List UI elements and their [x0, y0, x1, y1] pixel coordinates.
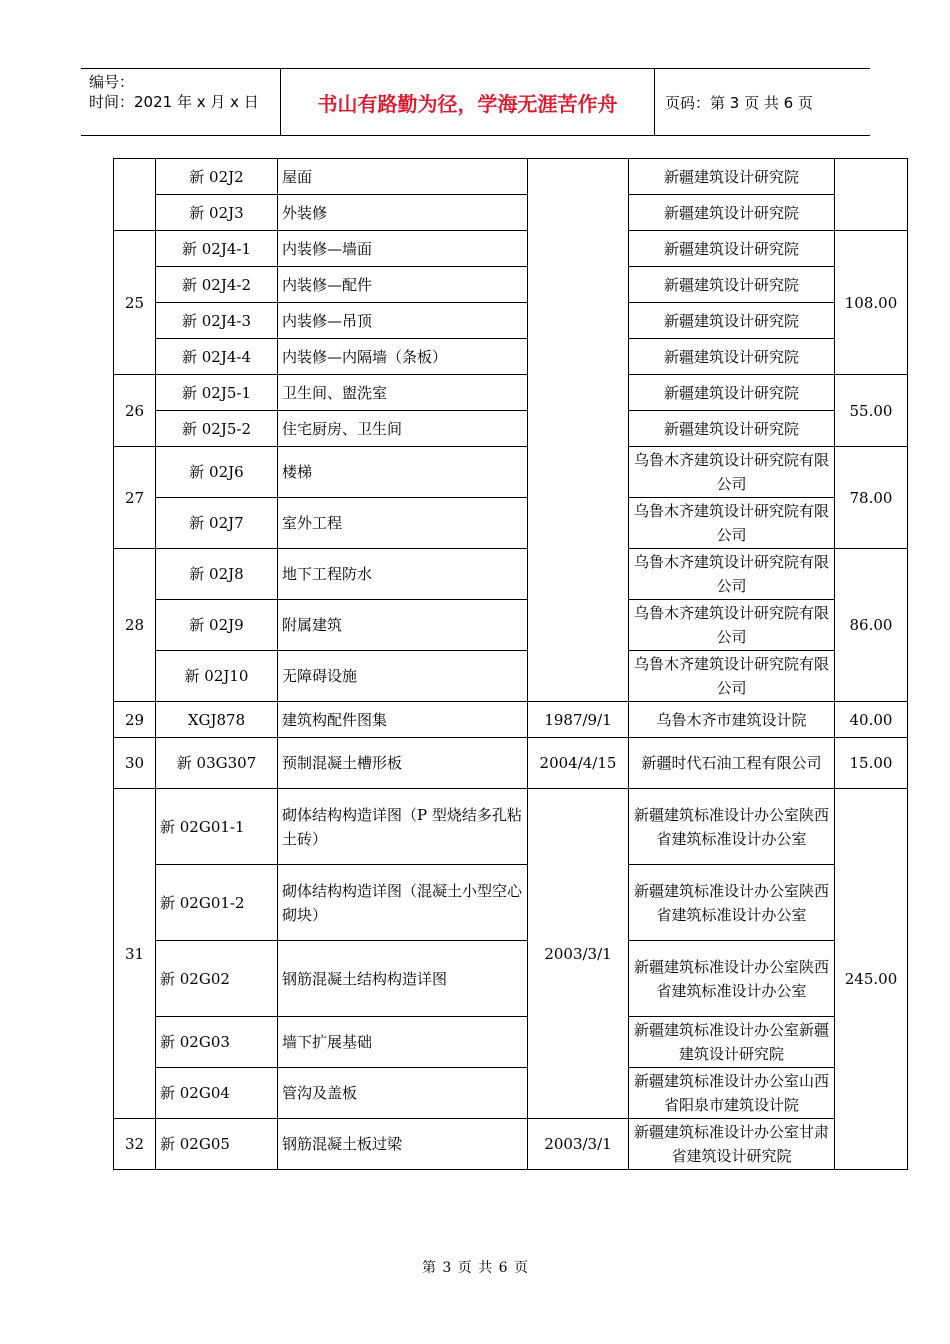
- row-number: [114, 159, 156, 231]
- time-label: 时间：2021 年 x 月 x 日: [89, 93, 259, 111]
- standard-code: 新 02J6: [156, 447, 278, 498]
- footer-page-number: 3: [442, 1260, 452, 1276]
- standard-code: 新 02J4-2: [156, 267, 278, 303]
- publish-date: 1987/9/1: [528, 702, 629, 738]
- compiling-unit: 新疆建筑设计研究院: [629, 231, 835, 267]
- standard-code: 新 02G01-1: [156, 789, 278, 865]
- compiling-unit: 乌鲁木齐建筑设计研究院有限公司: [629, 651, 835, 702]
- standard-name: 附属建筑: [278, 600, 528, 651]
- standard-code: 新 02G04: [156, 1068, 278, 1119]
- standard-code: 新 02J8: [156, 549, 278, 600]
- row-number: 29: [114, 702, 156, 738]
- standard-name: 内装修—内隔墙（条板）: [278, 339, 528, 375]
- compiling-unit: 新疆建筑标准设计办公室陕西省建筑标准设计办公室: [629, 789, 835, 865]
- price: 245.00: [835, 789, 908, 1170]
- header-meta: [81, 69, 281, 135]
- compiling-unit: 新疆建筑标准设计办公室新疆建筑设计研究院: [629, 1017, 835, 1068]
- footer-total-pages: 6: [498, 1260, 508, 1276]
- standard-code: 新 02J3: [156, 195, 278, 231]
- standard-code: 新 02J5-1: [156, 375, 278, 411]
- table-row: [114, 411, 908, 447]
- page-footer: [0, 1257, 950, 1277]
- table-row: [114, 738, 908, 789]
- standard-name: 住宅厨房、卫生间: [278, 411, 528, 447]
- table-row: [114, 1119, 908, 1170]
- table-row: [114, 159, 908, 195]
- standard-name: 砌体结构构造详图（混凝土小型空心砌块）: [278, 865, 528, 941]
- compiling-unit: 新疆建筑标准设计办公室山西省阳泉市建筑设计院: [629, 1068, 835, 1119]
- price: 40.00: [835, 702, 908, 738]
- table-row: [114, 789, 908, 865]
- table-row: [114, 339, 908, 375]
- compiling-unit: 新疆建筑设计研究院: [629, 339, 835, 375]
- publish-date: 2004/4/15: [528, 738, 629, 789]
- table-row: [114, 195, 908, 231]
- table-row: [114, 375, 908, 411]
- price: 55.00: [835, 375, 908, 447]
- standard-name: 砌体结构构造详图（P 型烧结多孔粘土砖）: [278, 789, 528, 865]
- standard-name: 无障碍设施: [278, 651, 528, 702]
- table-row: [114, 865, 908, 941]
- standard-name: 屋面: [278, 159, 528, 195]
- table-row: [114, 1017, 908, 1068]
- standard-name: 内装修—配件: [278, 267, 528, 303]
- compiling-unit: 乌鲁木齐建筑设计研究院有限公司: [629, 447, 835, 498]
- compiling-unit: 乌鲁木齐建筑设计研究院有限公司: [629, 549, 835, 600]
- footer-mid1: 页: [457, 1260, 472, 1276]
- price: 86.00: [835, 549, 908, 702]
- standard-code: 新 02J7: [156, 498, 278, 549]
- table-row: [114, 447, 908, 498]
- price: 108.00: [835, 231, 908, 375]
- table-row: [114, 267, 908, 303]
- table-row: [114, 1068, 908, 1119]
- table-row: [114, 303, 908, 339]
- standard-code: 新 02J2: [156, 159, 278, 195]
- standard-name: 楼梯: [278, 447, 528, 498]
- header-page-label: 页码：第 3 页 共 6 页: [665, 93, 813, 112]
- price: 78.00: [835, 447, 908, 549]
- publish-date: 2003/3/1: [528, 1119, 629, 1170]
- standard-code: 新 02G05: [156, 1119, 278, 1170]
- row-number: 32: [114, 1119, 156, 1170]
- standard-code: 新 02J5-2: [156, 411, 278, 447]
- compiling-unit: 新疆建筑设计研究院: [629, 375, 835, 411]
- row-number: 30: [114, 738, 156, 789]
- compiling-unit: 新疆建筑设计研究院: [629, 159, 835, 195]
- header-motto: 书山有路勤为径，学海无涯苦作舟: [281, 69, 655, 135]
- publish-date: [528, 159, 629, 702]
- standards-table: [113, 158, 908, 1170]
- price: [835, 159, 908, 231]
- compiling-unit: 新疆建筑设计研究院: [629, 303, 835, 339]
- table-row: [114, 498, 908, 549]
- number-label: 编号：: [89, 73, 135, 91]
- standard-code: 新 02J9: [156, 600, 278, 651]
- row-number: 25: [114, 231, 156, 375]
- standard-code: XGJ878: [156, 702, 278, 738]
- standard-code: 新 02J4-3: [156, 303, 278, 339]
- standard-name: 内装修—吊顶: [278, 303, 528, 339]
- row-number: 27: [114, 447, 156, 549]
- table-row: [114, 231, 908, 267]
- standard-code: 新 02G03: [156, 1017, 278, 1068]
- compiling-unit: 新疆建筑设计研究院: [629, 411, 835, 447]
- page-header: [81, 68, 870, 136]
- footer-pre: 第: [421, 1260, 436, 1276]
- compiling-unit: 新疆建筑标准设计办公室陕西省建筑标准设计办公室: [629, 941, 835, 1017]
- table-row: [114, 651, 908, 702]
- table-row: [114, 549, 908, 600]
- standard-name: 钢筋混凝土板过梁: [278, 1119, 528, 1170]
- compiling-unit: 新疆建筑标准设计办公室甘肃省建筑设计研究院: [629, 1119, 835, 1170]
- standard-name: 内装修—墙面: [278, 231, 528, 267]
- standard-code: 新 02G01-2: [156, 865, 278, 941]
- compiling-unit: 新疆建筑设计研究院: [629, 195, 835, 231]
- publish-date: 2003/3/1: [528, 789, 629, 1119]
- compiling-unit: 新疆建筑标准设计办公室陕西省建筑标准设计办公室: [629, 865, 835, 941]
- compiling-unit: 乌鲁木齐市建筑设计院: [629, 702, 835, 738]
- standard-name: 墙下扩展基础: [278, 1017, 528, 1068]
- standard-code: 新 03G307: [156, 738, 278, 789]
- standard-name: 卫生间、盥洗室: [278, 375, 528, 411]
- standard-name: 外装修: [278, 195, 528, 231]
- footer-post: 页: [514, 1260, 529, 1276]
- compiling-unit: 新疆建筑设计研究院: [629, 267, 835, 303]
- standard-name: 预制混凝土槽形板: [278, 738, 528, 789]
- standard-name: 建筑构配件图集: [278, 702, 528, 738]
- row-number: 26: [114, 375, 156, 447]
- standard-code: 新 02G02: [156, 941, 278, 1017]
- standard-name: 室外工程: [278, 498, 528, 549]
- standard-name: 管沟及盖板: [278, 1068, 528, 1119]
- table-row: [114, 702, 908, 738]
- standard-name: 地下工程防水: [278, 549, 528, 600]
- table-row: [114, 941, 908, 1017]
- standard-code: 新 02J4-1: [156, 231, 278, 267]
- table-row: [114, 600, 908, 651]
- standard-code: 新 02J10: [156, 651, 278, 702]
- row-number: 28: [114, 549, 156, 702]
- compiling-unit: 新疆时代石油工程有限公司: [629, 738, 835, 789]
- standard-name: 钢筋混凝土结构构造详图: [278, 941, 528, 1017]
- standard-code: 新 02J4-4: [156, 339, 278, 375]
- compiling-unit: 乌鲁木齐建筑设计研究院有限公司: [629, 600, 835, 651]
- footer-mid2: 共: [478, 1260, 493, 1276]
- price: 15.00: [835, 738, 908, 789]
- compiling-unit: 乌鲁木齐建筑设计研究院有限公司: [629, 498, 835, 549]
- row-number: 31: [114, 789, 156, 1119]
